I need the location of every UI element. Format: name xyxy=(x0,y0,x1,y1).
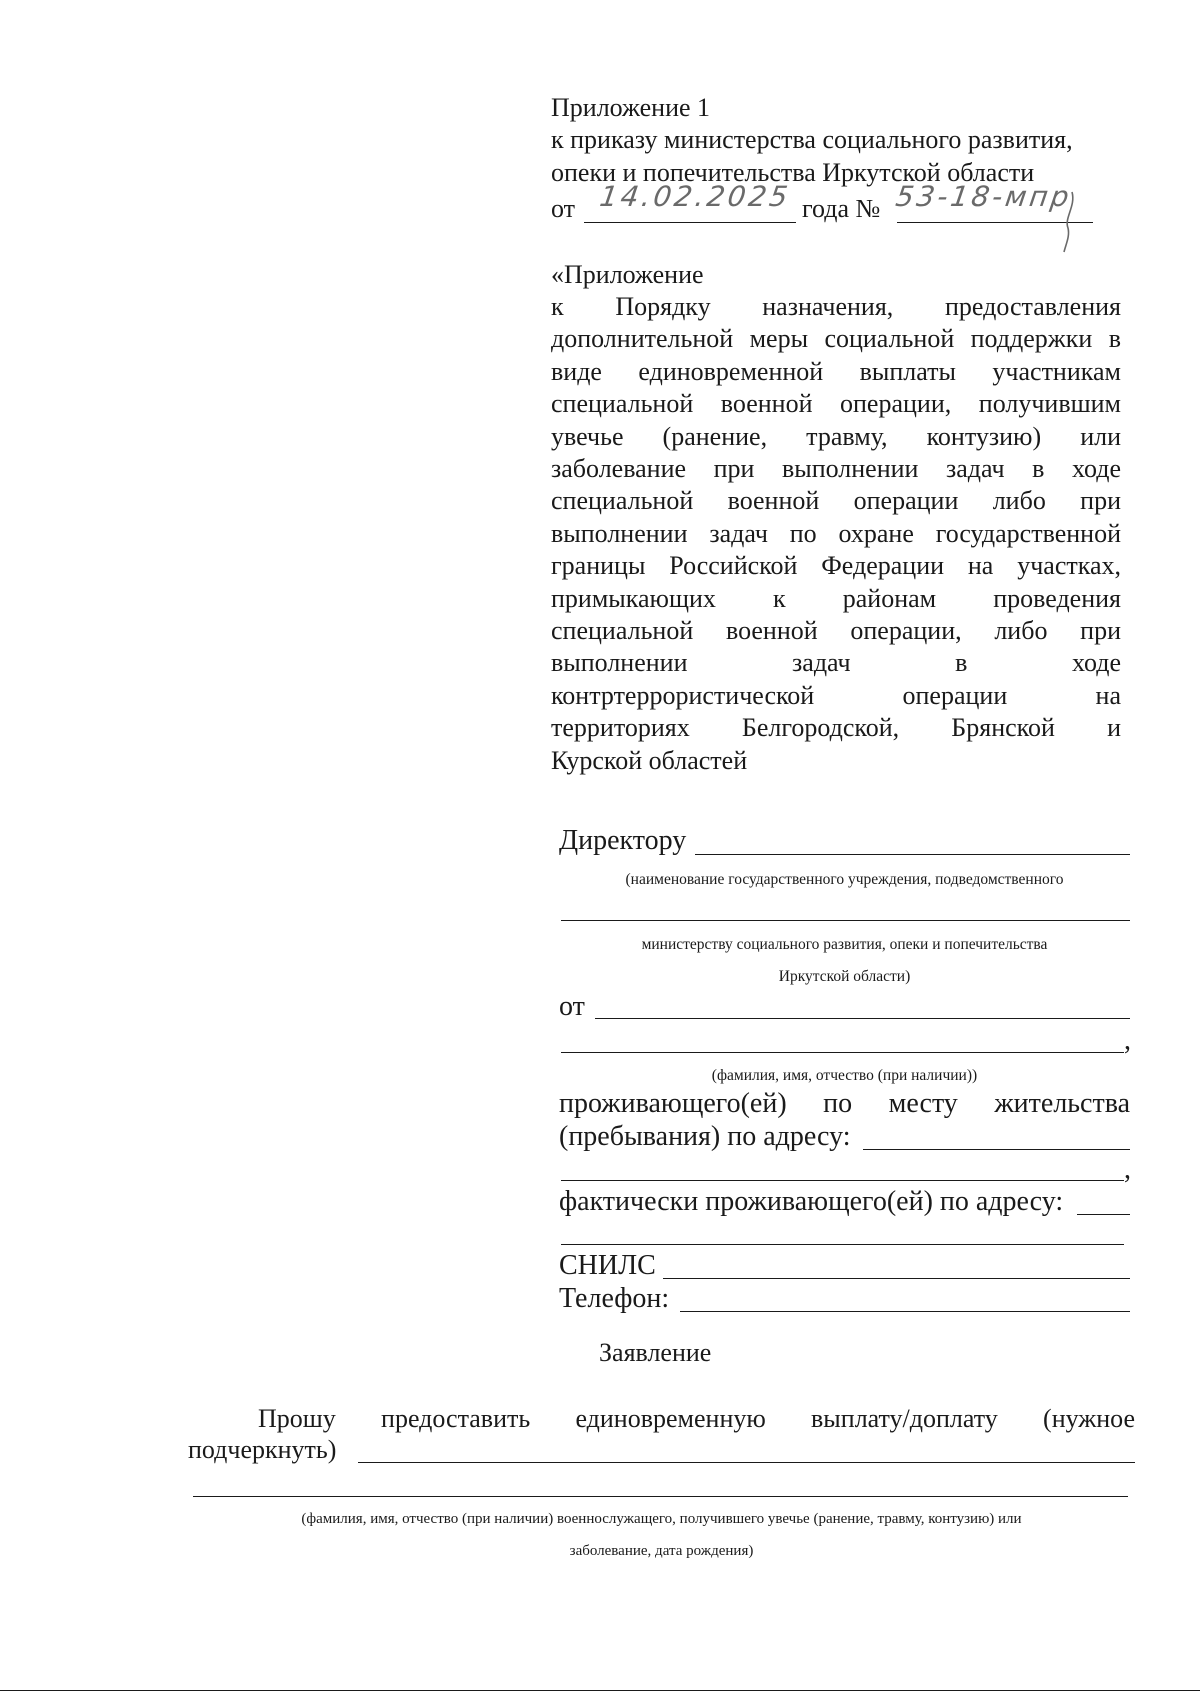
institution-hint-2: министерству социального развития, опеки и попечительства xyxy=(641,936,1048,953)
statement-title: Заявление xyxy=(599,1338,712,1367)
procedure-line: специальной военной операции, либо при xyxy=(551,616,1121,646)
procedure-line: к Порядку назначения, предоставления xyxy=(551,292,1121,321)
actual-address-field-1[interactable] xyxy=(1077,1188,1130,1215)
procedure-line: территориях Белгородской, Брянской и xyxy=(551,713,1121,743)
procedure-appendix-open: «Приложение xyxy=(551,260,704,289)
procedure-line: специальной военной операции, получившим xyxy=(551,389,1121,419)
procedure-line: Курской областей xyxy=(551,745,748,775)
residence-line-1: проживающего(ей) по месту жительства xyxy=(559,1088,1130,1119)
serviceman-field-2[interactable] xyxy=(193,1474,1128,1497)
procedure-line: увечье (ранение, травму, контузию) или xyxy=(551,421,1121,451)
serviceman-hint-1: (фамилия, имя, отчество (при наличии) военнослужащего, получившего увечье (ранение, травму, контузию) или xyxy=(301,1511,1022,1527)
director-label: Директору xyxy=(559,825,687,856)
serviceman-hint-2: заболевание, дата рождения) xyxy=(569,1543,754,1559)
procedure-line: контртеррористической операции на xyxy=(551,680,1121,710)
request-line-1: Прошу предоставить единовременную выплату/доплату (нужное xyxy=(258,1404,1135,1433)
fio-comma: , xyxy=(1124,1025,1131,1056)
residence-address-field-1[interactable] xyxy=(863,1123,1130,1150)
snils-label: СНИЛС xyxy=(559,1250,656,1281)
procedure-line: границы Российской Федерации на участках, xyxy=(551,551,1121,581)
institution-field[interactable] xyxy=(561,900,1130,921)
procedure-line: выполнении задач в ходе xyxy=(551,648,1121,678)
appendix-label: Приложение 1 xyxy=(551,93,711,122)
order-from-prefix: от xyxy=(551,194,576,223)
signature-stroke-icon xyxy=(1050,188,1090,254)
actual-residence-label: фактически проживающего(ей) по адресу: xyxy=(559,1186,1064,1217)
director-field[interactable] xyxy=(695,826,1130,855)
residence-comma: , xyxy=(1124,1154,1131,1185)
institution-hint-1: (наименование государственного учреждения, подведомственного xyxy=(625,871,1064,888)
fio-field-1[interactable] xyxy=(595,990,1130,1019)
procedure-line: выполнении задач по охране государственной xyxy=(551,518,1121,548)
procedure-line: заболевание при выполнении задач в ходе xyxy=(551,454,1121,484)
procedure-line: специальной военной операции либо при xyxy=(551,486,1121,516)
institution-hint-3: Иркутской области) xyxy=(778,968,911,985)
phone-label: Телефон: xyxy=(559,1283,670,1314)
serviceman-field-1[interactable] xyxy=(358,1436,1135,1463)
procedure-line: дополнительной меры социальной поддержки в xyxy=(551,324,1121,354)
order-date-handwritten: 14.02.2025 xyxy=(597,180,793,213)
procedure-line: виде единовременной выплаты участникам xyxy=(551,356,1121,386)
fio-field-2[interactable] xyxy=(561,1030,1124,1053)
from-label: от xyxy=(559,991,585,1022)
order-number-handwritten: 53-18-мпр xyxy=(893,180,1074,213)
order-year-number-label: года № xyxy=(802,194,881,223)
page-bottom-rule xyxy=(0,1690,1200,1691)
actual-address-field-2[interactable] xyxy=(561,1222,1124,1245)
procedure-text xyxy=(551,291,1121,777)
residence-address-field-2[interactable] xyxy=(561,1158,1124,1181)
fio-hint: (фамилия, имя, отчество (при наличии)) xyxy=(711,1067,978,1084)
residence-line-2: (пребывания) по адресу: xyxy=(559,1121,851,1152)
snils-field[interactable] xyxy=(663,1252,1130,1279)
request-line-2: подчеркнуть) xyxy=(188,1435,337,1464)
phone-field[interactable] xyxy=(680,1285,1130,1312)
order-line-1: к приказу министерства социального развития, xyxy=(551,125,1073,154)
procedure-line: примыкающих к районам проведения xyxy=(551,583,1121,613)
order-line-2: опеки и попечительства Иркутской области xyxy=(551,158,1035,187)
